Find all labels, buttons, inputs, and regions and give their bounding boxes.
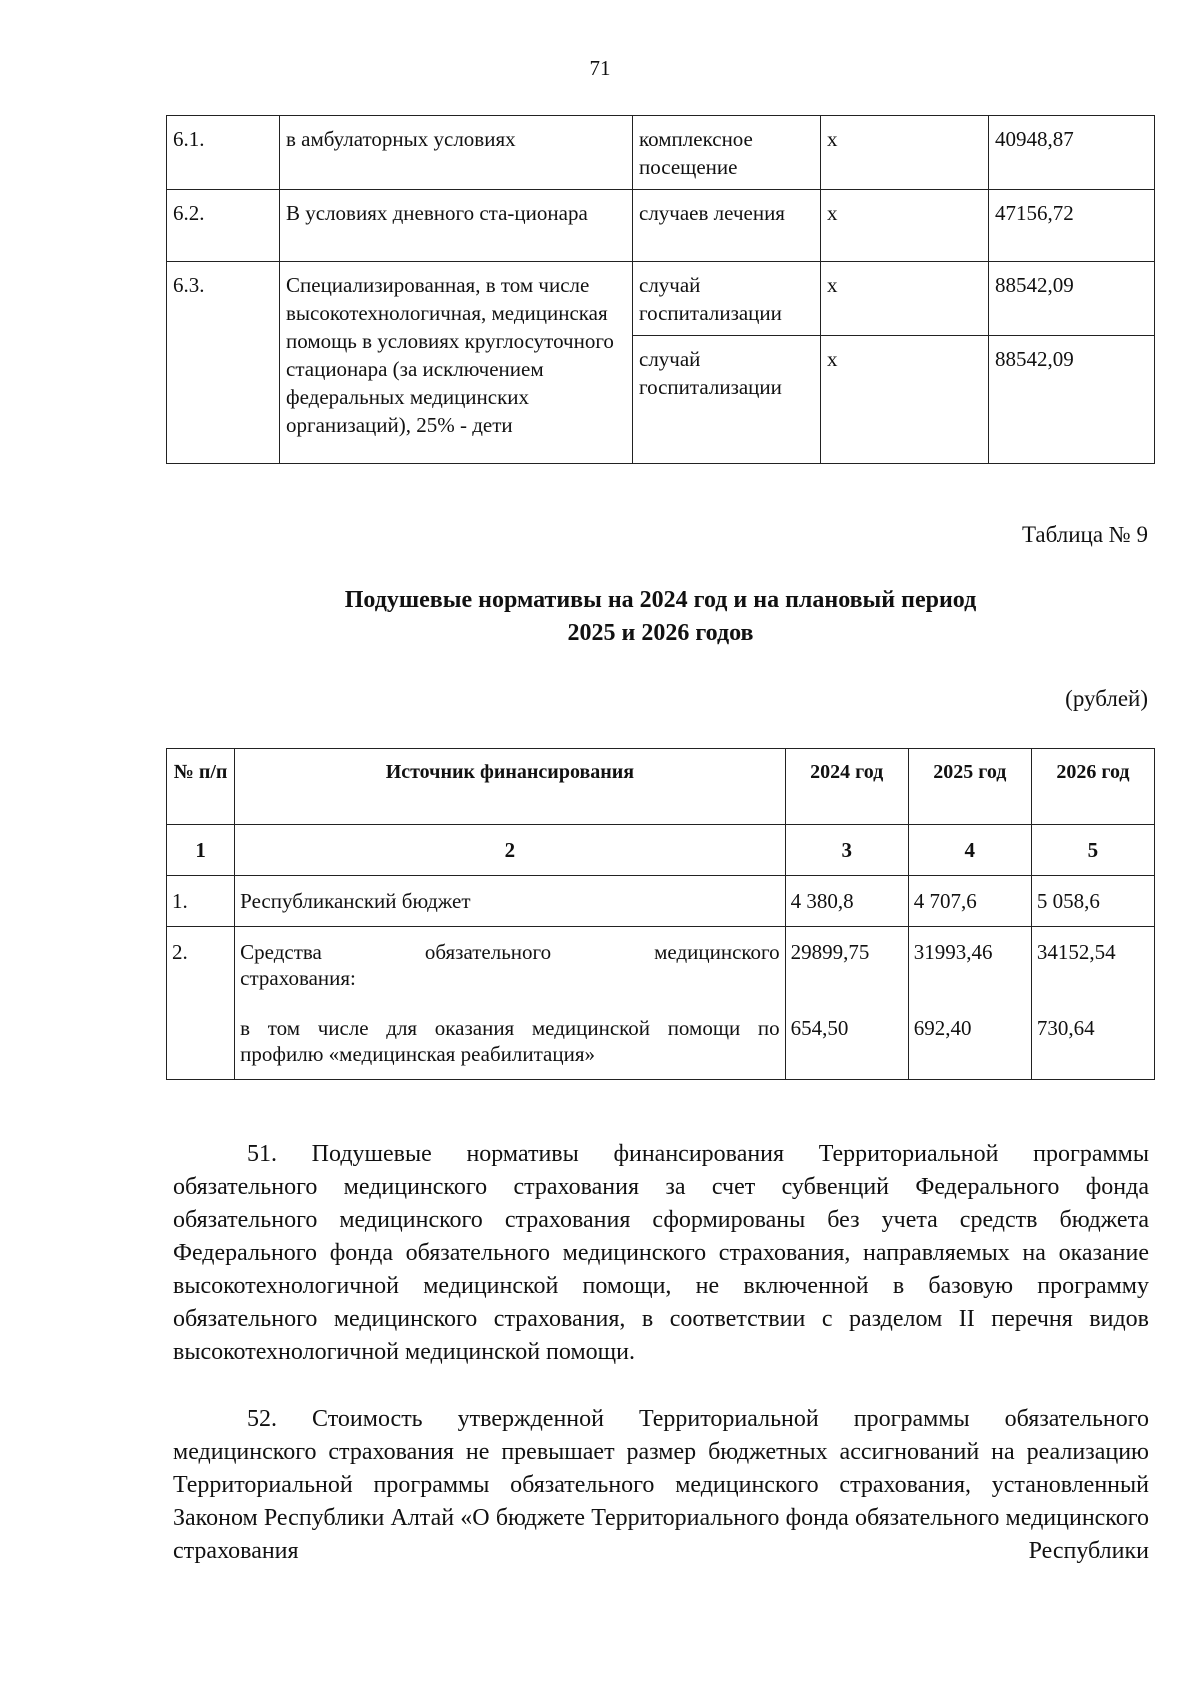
header-num: № п/п	[167, 749, 235, 825]
funding-source-line2: страхования:	[240, 966, 356, 990]
column-number: 2	[235, 825, 785, 876]
spacer	[914, 965, 1026, 1015]
value-2025	[908, 927, 1031, 1080]
table-row	[167, 190, 1155, 262]
value-cell: 88542,09	[989, 336, 1155, 464]
funding-source: Республиканский бюджет	[235, 876, 785, 927]
value-cell: 88542,09	[989, 262, 1155, 336]
column-number: 3	[785, 825, 908, 876]
x-mark: х	[821, 116, 989, 190]
value-2024-total: 29899,75	[790, 940, 870, 964]
row-number: 1.	[167, 876, 235, 927]
column-number: 1	[167, 825, 235, 876]
header-row	[167, 749, 1155, 825]
funding-subsource: в том числе для оказания медицинской помощи по профилю «медицинская реабилитация»	[240, 1016, 780, 1066]
row-number: 6.3.	[167, 262, 280, 464]
value-2026: 5 058,6	[1031, 876, 1154, 927]
value-2024: 4 380,8	[785, 876, 908, 927]
per-capita-norms-table	[166, 748, 1155, 1080]
header-source: Источник финансирования	[235, 749, 785, 825]
x-mark: х	[821, 262, 989, 336]
care-type: В условиях дневного ста-ционара	[280, 190, 633, 262]
table-row	[167, 116, 1155, 190]
value-2025-total: 31993,46	[913, 940, 993, 964]
x-mark: х	[821, 190, 989, 262]
spacer	[791, 965, 903, 1015]
column-number: 5	[1031, 825, 1154, 876]
value-2025: 4 707,6	[908, 876, 1031, 927]
value-2026-total: 34152,54	[1036, 940, 1116, 964]
paragraph-52: 52. Стоимость утвержденной Территориальной программы обязательного медицинского страхования не превышает размер бюджетных ассигнований на реализацию Территориальной программы обязательного медицинского страхования, установленный Законом Республики Алтай «О бюджете Территориального фонда обязательного медицинского страхования Республики	[173, 1406, 1149, 1564]
row-number: 2.	[167, 927, 235, 1080]
row-number: 6.1.	[167, 116, 280, 190]
x-mark: х	[821, 336, 989, 464]
funding-source-line1: Средства обязательного медицинского	[240, 940, 780, 964]
table-row	[167, 876, 1155, 927]
value-2026-rehab: 730,64	[1036, 1016, 1095, 1040]
column-number: 4	[908, 825, 1031, 876]
table-caption: Таблица № 9	[1021, 522, 1148, 547]
column-number-row	[167, 825, 1155, 876]
header-2024: 2024 год	[785, 749, 908, 825]
table-title-line1: Подушевые нормативы на 2024 год и на плановый период	[344, 587, 977, 613]
unit-of-measure: комплексное посещение	[633, 116, 821, 190]
unit-of-measure: случаев лечения	[633, 190, 821, 262]
table-title-line2: 2025 и 2026 годов	[567, 620, 754, 646]
unit-of-measure: случай госпитализации	[633, 336, 821, 464]
table-title	[166, 584, 1155, 650]
care-type: Специализированная, в том числе высокотехнологичная, медицинская помощь в условиях круглосуточного стационара (за исключением федеральных медицинских организаций), 25% - дети	[280, 262, 633, 464]
value-cell: 40948,87	[989, 116, 1155, 190]
value-2024	[785, 927, 908, 1080]
spacer	[240, 991, 779, 1015]
norms-continuation-table	[166, 115, 1155, 464]
value-2026	[1031, 927, 1154, 1080]
care-type: в амбулаторных условиях	[280, 116, 633, 190]
units-note: (рублей)	[1065, 686, 1148, 711]
table-row	[167, 927, 1155, 1080]
value-2024-rehab: 654,50	[790, 1016, 849, 1040]
spacer	[1037, 965, 1149, 1015]
header-2025: 2025 год	[908, 749, 1031, 825]
page-number: 71	[589, 56, 611, 80]
value-2025-rehab: 692,40	[913, 1016, 972, 1040]
row-number: 6.2.	[167, 190, 280, 262]
table-row	[167, 262, 1155, 336]
paragraph-51: 51. Подушевые нормативы финансирования Территориальной программы обязательного медицинского страхования за счет субвенций Федерального фонда обязательного медицинского страхования сформированы без учета средств бюджета Федерального фонда обязательного медицинского страхования, направляемых на оказание высокотехнологичной медицинской помощи, не включенной в базовую программу обязательного медицинского страхования, в соответствии с разделом II перечня видов высокотехнологичной медицинской помощи.	[173, 1141, 1149, 1365]
unit-of-measure: случай госпитализации	[633, 262, 821, 336]
funding-source	[235, 927, 785, 1080]
value-cell: 47156,72	[989, 190, 1155, 262]
header-2026: 2026 год	[1031, 749, 1154, 825]
